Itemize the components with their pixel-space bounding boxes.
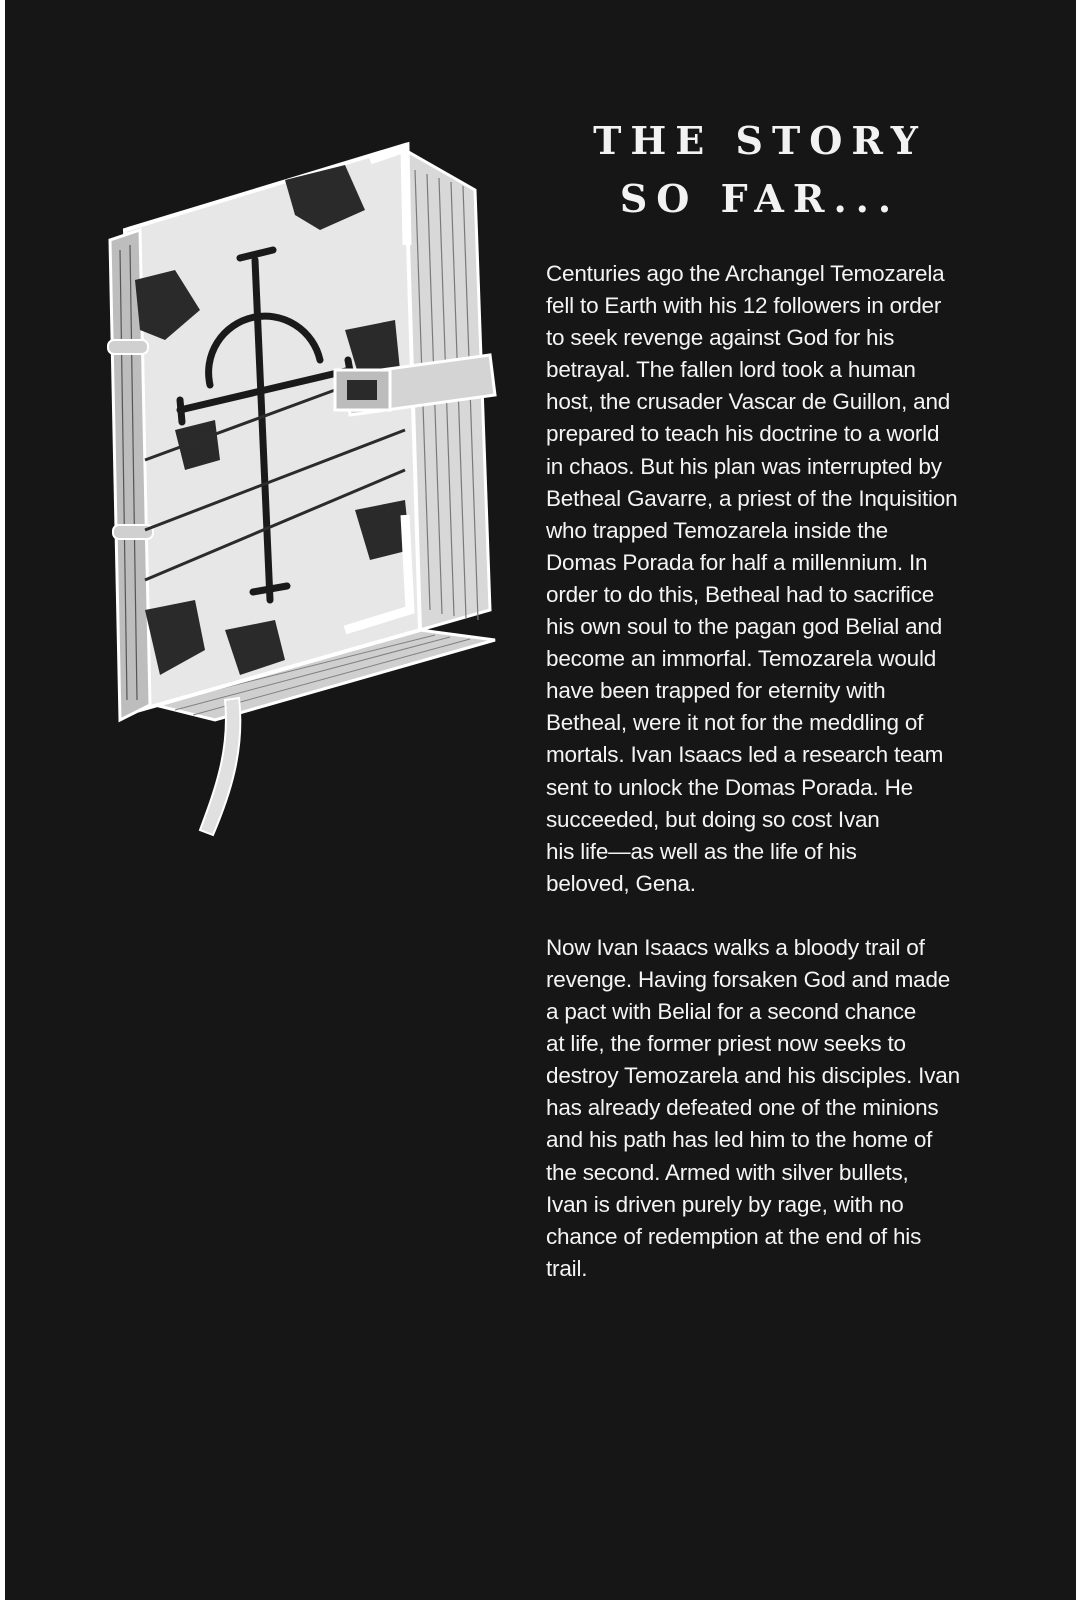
story-paragraph-1: Centuries ago the Archangel Temozarela fell to Earth with his 12 followers in order to seek revenge against God for his betrayal. The fallen lord took a human host, the crusader Vascar de Guillon, and prepared to teach his doctrine to a world in chaos. But his plan was interrupted by Betheal Gavarre, a priest of the Inquisition who trapped Temozarela inside the Domas Porada for half a millennium. In order to do this, Betheal had to sacrifice his own soul to the pagan god Belial and become an immorfal. Temozarela would have been trapped for eternity with Betheal, were it not for the meddling of mortals. Ivan Isaacs led a research team sent to unlock the Domas Porada. He succeeded, but doing so cost Ivan his life—as well as the life of his beloved, Gena. xyxy=(546,261,958,896)
page-background xyxy=(5,0,1076,1600)
title-line-1: THE STORY xyxy=(593,118,927,163)
story-paragraph-2: Now Ivan Isaacs walks a bloody trail of revenge. Having forsaken God and made a pact with Belial for a second chance at life, the former priest now seeks to destroy Temozarela and his disciples. Ivan has already defeated one of the minions and his path has led him to the home of the second. Armed with silver bullets, Ivan is driven purely by rage, with no chance of redemption at the end of his trail. xyxy=(546,934,960,1281)
title-line-2: SO FAR... xyxy=(619,176,901,221)
story-text xyxy=(546,258,996,1285)
page-title xyxy=(565,112,955,228)
book-icon xyxy=(105,130,525,860)
